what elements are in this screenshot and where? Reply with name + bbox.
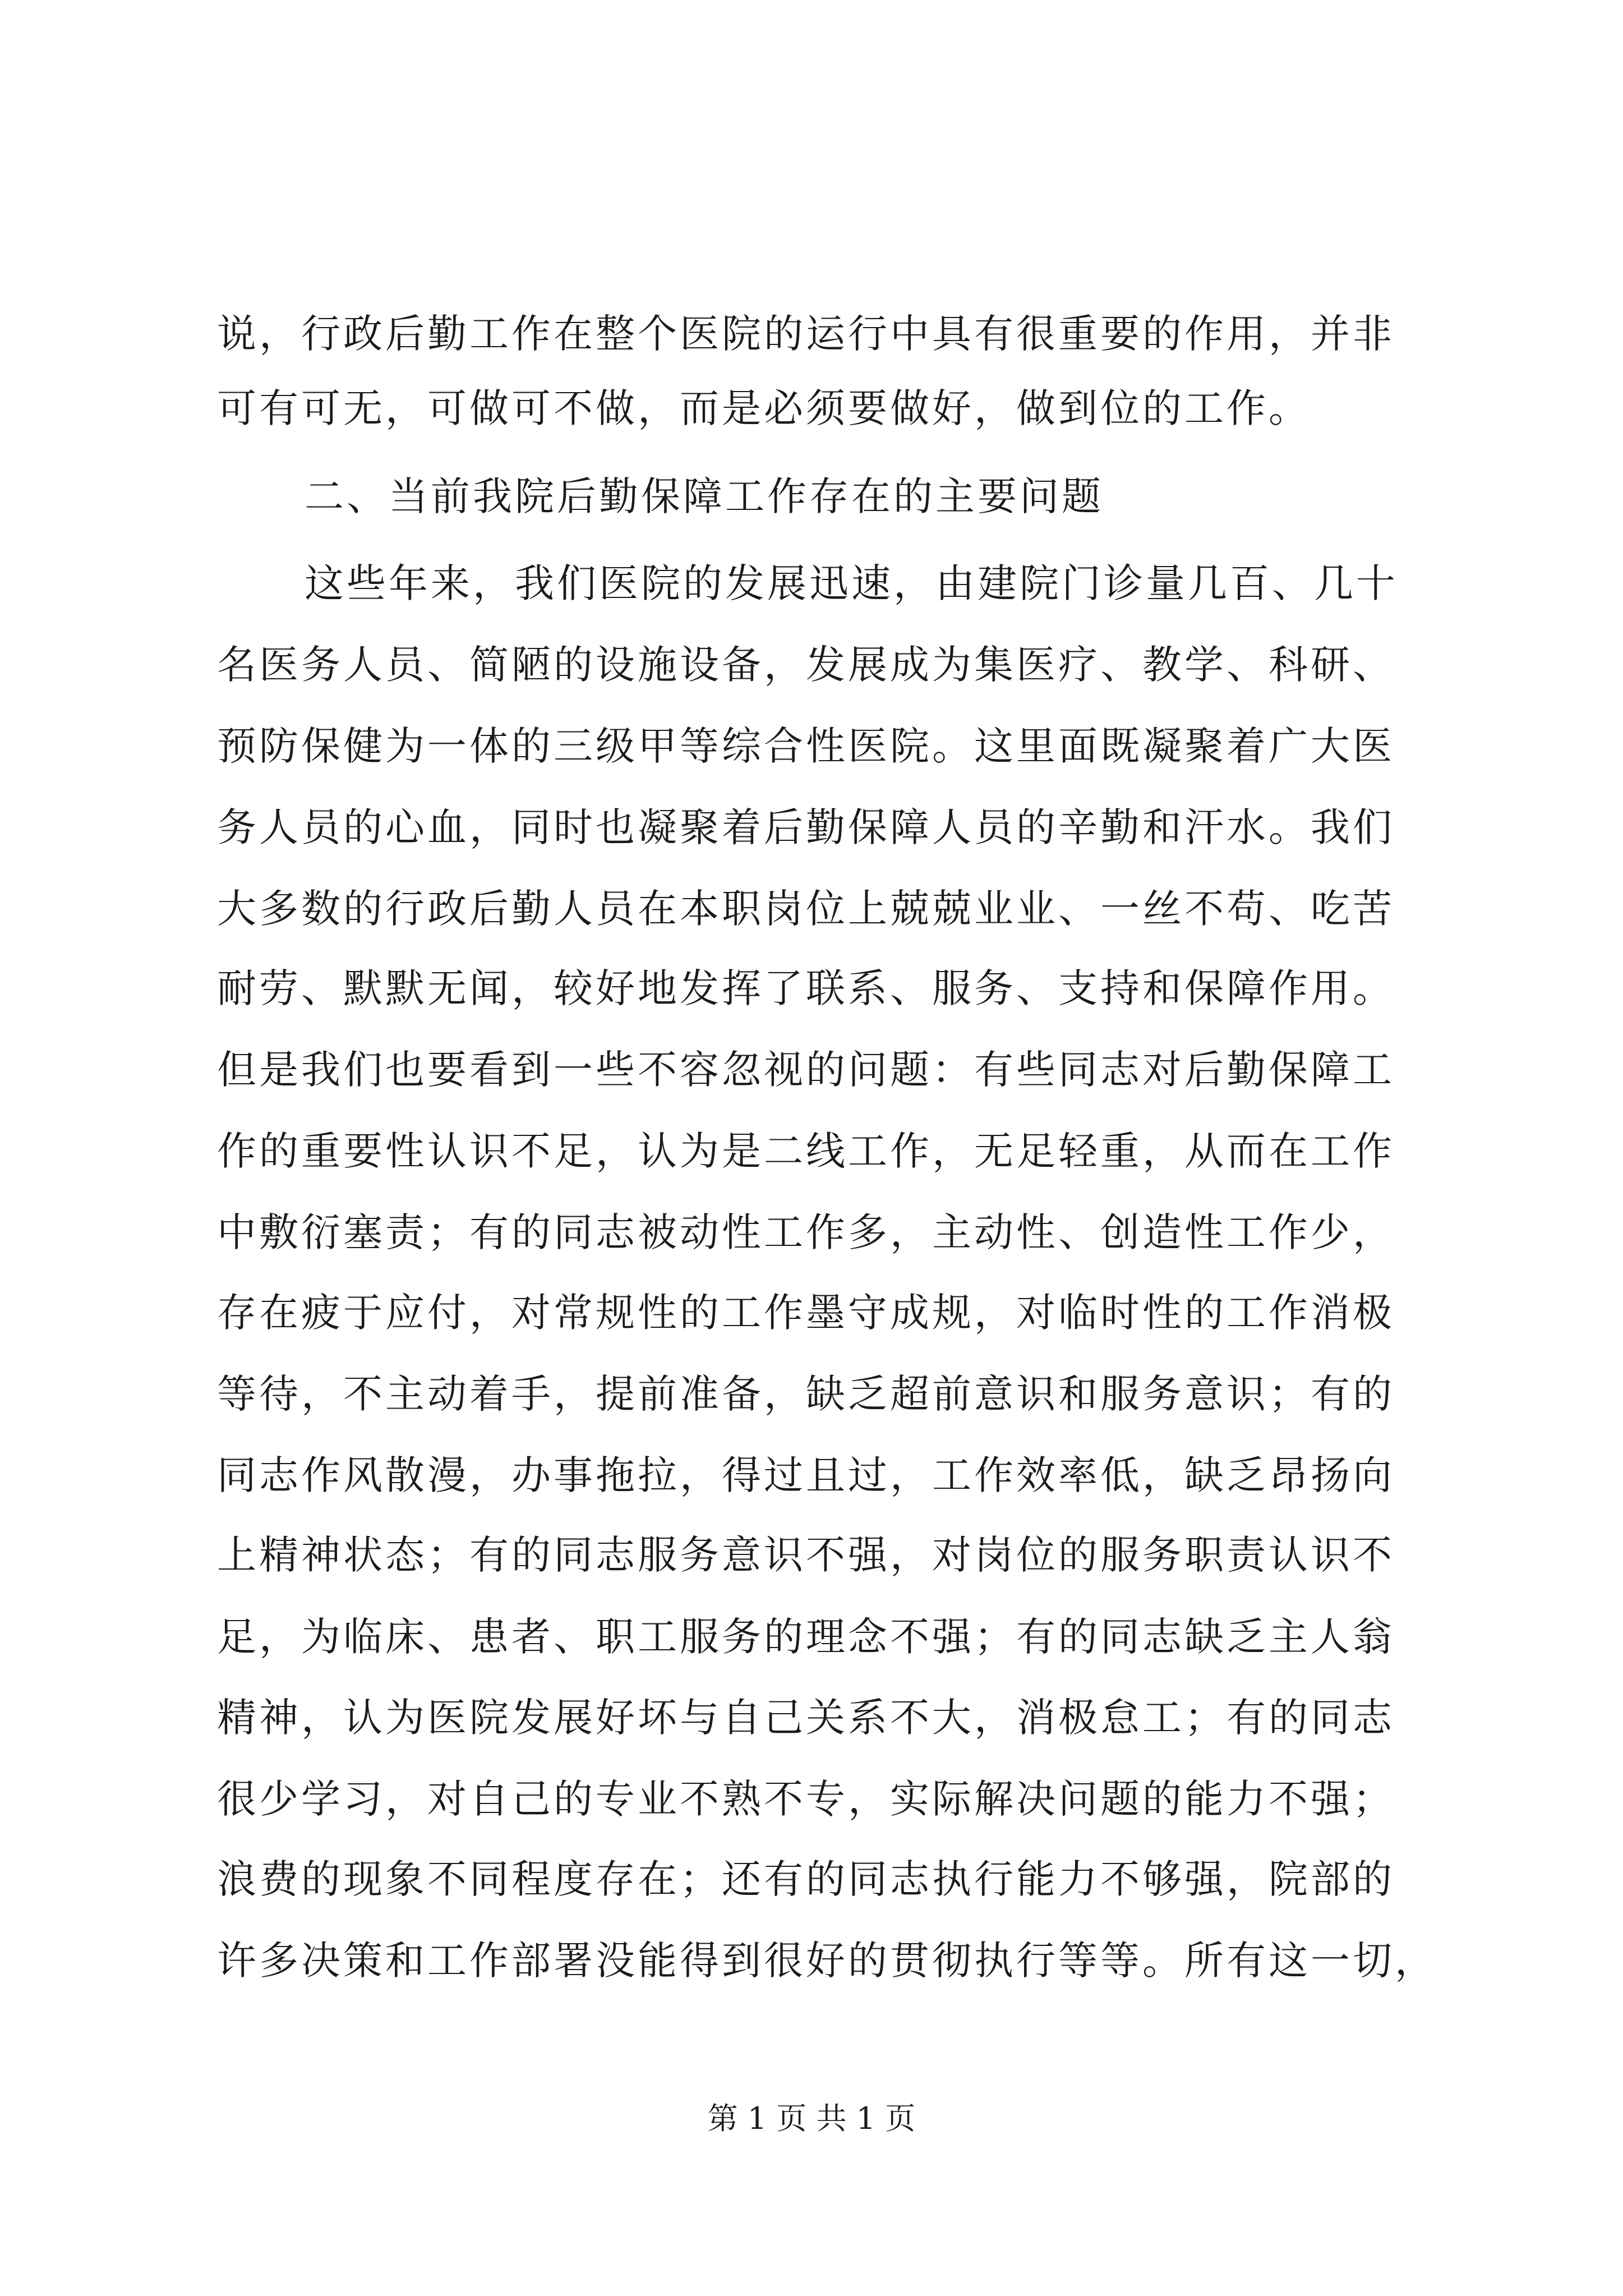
- text-line-12: 中敷衍塞责；有的同志被动性工作多，主动性、创造性工作少，: [217, 1209, 1395, 1255]
- text-line-8: 大多数的行政后勤人员在本职岗位上兢兢业业、一丝不苟、吃苦: [217, 886, 1395, 932]
- text-line-15: 同志作风散漫，办事拖拉，得过且过，工作效率低，缺乏昂扬向: [217, 1452, 1395, 1498]
- page-number-footer: 第 1 页 共 1 页: [707, 2101, 916, 2136]
- text-line-11: 作的重要性认识不足，认为是二线工作，无足轻重，从而在工作: [217, 1128, 1395, 1174]
- text-line-7: 务人员的心血，同时也凝聚着后勤保障人员的辛勤和汗水。我们: [217, 804, 1395, 850]
- text-line-5: 名医务人员、简陋的设施设备，发展成为集医疗、教学、科研、: [217, 642, 1395, 688]
- text-line-2: 可有可无，可做可不做，而是必须要做好，做到位的工作。: [217, 385, 1311, 431]
- text-line-13: 存在疲于应付，对常规性的工作墨守成规，对临时性的工作消极: [217, 1290, 1395, 1336]
- text-line-19: 很少学习，对自己的专业不熟不专，实际解决问题的能力不强；: [217, 1776, 1395, 1822]
- text-line-10: 但是我们也要看到一些不容忽视的问题：有些同志对后勤保障工: [217, 1047, 1395, 1093]
- text-line-6: 预防保健为一体的三级甲等综合性医院。这里面既凝聚着广大医: [217, 723, 1395, 769]
- text-line-9: 耐劳、默默无闻，较好地发挥了联系、服务、支持和保障作用。: [217, 965, 1395, 1011]
- text-line-20: 浪费的现象不同程度存在；还有的同志执行能力不够强，院部的: [217, 1856, 1395, 1902]
- text-line-1: 说，行政后勤工作在整个医院的运行中具有很重要的作用，并非: [217, 311, 1395, 357]
- text-line-14: 等待，不主动着手，提前准备，缺乏超前意识和服务意识；有的: [217, 1371, 1395, 1417]
- text-line-17: 足，为临床、患者、职工服务的理念不强；有的同志缺乏主人翁: [217, 1614, 1395, 1660]
- section-heading: 二、当前我院后勤保障工作存在的主要问题: [305, 473, 1104, 519]
- text-line-21: 许多决策和工作部署没能得到很好的贯彻执行等等。所有这一切，: [217, 1938, 1437, 1984]
- text-line-4: 这些年来，我们医院的发展迅速，由建院门诊量几百、几十: [305, 560, 1398, 606]
- text-line-16: 上精神状态；有的同志服务意识不强，对岗位的服务职责认识不: [217, 1532, 1395, 1578]
- text-line-18: 精神，认为医院发展好坏与自己关系不大，消极怠工；有的同志: [217, 1695, 1395, 1741]
